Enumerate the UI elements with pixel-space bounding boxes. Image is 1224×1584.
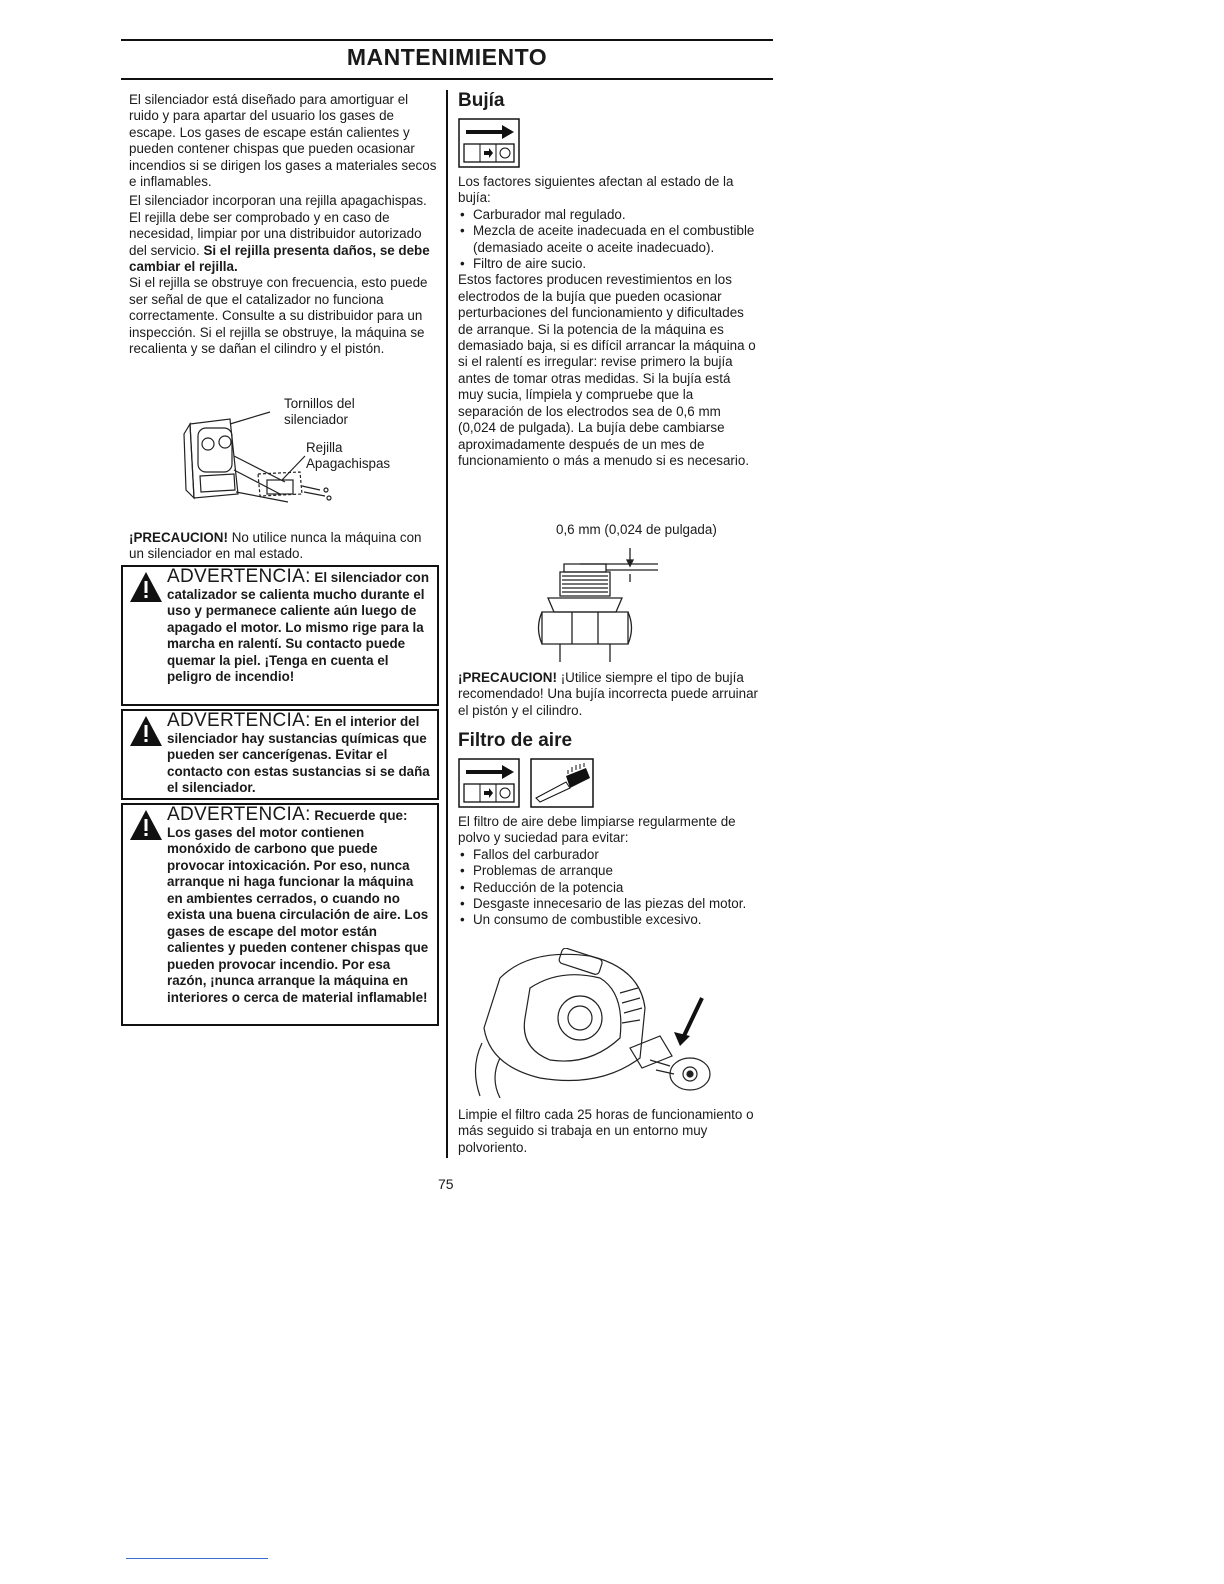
warning-3-lead: Recuerde que: xyxy=(314,808,408,823)
air-filter-section xyxy=(458,730,758,929)
list-item: • Desgaste innecesario de las piezas del motor. xyxy=(458,896,758,912)
list-item: • Reducción de la potencia xyxy=(458,880,758,896)
warning-box-1 xyxy=(121,565,439,706)
spark-plug-figure xyxy=(520,548,670,664)
caution-label: ¡PRECAUCION! xyxy=(458,670,557,685)
gap-label: 0,6 mm (0,024 de pulgada) xyxy=(556,522,717,537)
footer-rule xyxy=(126,1558,268,1559)
screws-label xyxy=(284,396,355,429)
warning-box-3 xyxy=(121,803,439,1026)
warning-2-lead: En el interior xyxy=(314,714,397,729)
air-filter-icons xyxy=(458,758,758,808)
spark-details-paragraph: Estos factores producen revestimientos en los electrodos de la bujía que pueden ocasionar perturbaciones del funcionamiento y dificultades de arranque. Si la potencia de la máquina es demasiado baja, si es difícil arrancar la máquina o si el ralentí es irregular: revise primero la bujía antes de tomar otras medidas. Si la bujía está muy sucia, límpiela y compruebe que la separación de los electrodos sea de 0,6 mm (0,024 de pulgada). La bujía debe cambiarse aproximadamente después de un mes de funcionamiento o más a menudo si es necesario. xyxy=(458,272,756,468)
list-item: • Fallos del carburador xyxy=(458,847,758,863)
air-filter-intro: El filtro de aire debe limpiarse regularmente de polvo y suciedad para evitar: xyxy=(458,814,736,846)
page-number: 75 xyxy=(438,1176,454,1192)
warning-3-text: Los gases del motor contienen monóxido de carbono que puede provocar intoxicación. Por eso, nunca arranque ni haga funcionar la máquina en ambientes cerrados, o cuando no exista una buena circulación de aire. Los gases de escape del motor están calientes y pueden contener chispas que pueden provocar incendio. Por esa razón, ¡nunca arranque la máquina en interiores o cerca de material inflamable! xyxy=(167,824,429,1005)
warning-triangle-icon xyxy=(129,571,163,603)
air-filter-heading: Filtro de aire xyxy=(458,730,573,751)
air-filter-note: Limpie el filtro cada 25 horas de funcionamiento o más seguido si trabaja en un entorno muy polvoriento. xyxy=(458,1107,754,1155)
page-title: MANTENIMIENTO xyxy=(346,44,548,70)
spark-arrestor-paragraph xyxy=(129,193,437,275)
warning-2-label: ADVERTENCIA: xyxy=(167,710,311,731)
spark-plug-illustration xyxy=(520,548,670,664)
spark-plug-heading: Bujía xyxy=(458,90,505,111)
left-column xyxy=(129,92,437,358)
screws-label-line2: silenciador xyxy=(284,412,349,428)
spark-arrestor-text: El silenciador incorporan una rejilla apagachispas. El rejilla debe ser comprobado y en caso de necesidad, limpiar por una distribuidor autorizado del servicio. xyxy=(129,193,427,258)
spark-arrestor-bold: Si el rejilla presenta daños, se debe cambiar el rejilla. xyxy=(129,242,430,275)
muffler-caution xyxy=(129,530,434,563)
caution-label: ¡PRECAUCION! xyxy=(129,530,228,545)
air-filter-illustration xyxy=(470,948,730,1098)
spark-factors-list xyxy=(458,207,758,273)
warning-triangle-icon xyxy=(129,715,163,747)
screen-label xyxy=(306,440,390,473)
warning-2-text: del silenciador hay sustancias químicas que pueden ser cancerígenas. Evitar el contacto con estas sustancias si se daña el silenciador. xyxy=(167,714,430,795)
maintenance-interval-icon xyxy=(458,118,520,168)
top-rule xyxy=(121,39,773,41)
list-item: • Mezcla de aceite inadecuada en el combustible (demasiado aceite o aceite inadecuado). xyxy=(458,223,758,256)
list-item: • Filtro de aire sucio. xyxy=(458,256,758,272)
list-item: • Problemas de arranque xyxy=(458,863,758,879)
warning-1-label: ADVERTENCIA: xyxy=(167,566,311,587)
screws-label-line1: Tornillos del xyxy=(284,396,355,411)
maintenance-interval-icon xyxy=(458,758,520,808)
warning-1-text: con catalizador se calienta mucho durante el uso y permanece caliente aún luego de apagado el motor. Lo mismo rige para la marcha en ralentí. Su contacto puede quemar la piel. ¡Tenga en cuenta el peligro de incendio! xyxy=(167,570,430,684)
air-filter-list xyxy=(458,847,758,929)
list-item: • Un consumo de combustible excesivo. xyxy=(458,912,758,928)
header-bottom-rule xyxy=(121,78,773,80)
spark-caution xyxy=(458,670,762,719)
muffler-paragraph: El silenciador está diseñado para amortiguar el ruido y para apartar del usuario los gases de escape. Los gases de escape están calientes y pueden contener chispas que pueden ocasionar incendios si se dirigen los gases a materiales secos e inflamables. xyxy=(129,92,437,190)
warning-1-lead: El silenciador xyxy=(314,570,402,585)
right-column xyxy=(458,90,758,469)
air-filter-figure xyxy=(470,948,730,1098)
screen-label-line2: Apagachispas xyxy=(306,456,391,472)
list-item: • Carburador mal regulado. xyxy=(458,207,758,223)
caution-text: No utilice nunca la máquina con un silenciador en mal estado. xyxy=(129,530,422,562)
brush-icon xyxy=(530,758,594,808)
screen-label-line1: Rejilla xyxy=(306,440,343,455)
column-divider xyxy=(446,90,448,1158)
warning-3-label: ADVERTENCIA: xyxy=(167,804,311,825)
caution-text: ¡Utilice siempre el tipo de bujía recomendado! Una bujía incorrecta puede arruinar el pistón y el cilindro. xyxy=(458,670,758,718)
clog-paragraph: Si el rejilla se obstruye con frecuencia, esto puede ser señal de que el catalizador no funciona correctamente. Consulte a su distribuidor para un inspección. Si el rejilla se obstruye, la máquina se recalienta y se dañan el cilindro y el pistón. xyxy=(129,275,428,357)
warning-box-2 xyxy=(121,709,439,800)
spark-intro: Los factores siguientes afectan al estado de la bujía: xyxy=(458,174,734,206)
warning-triangle-icon xyxy=(129,809,163,841)
